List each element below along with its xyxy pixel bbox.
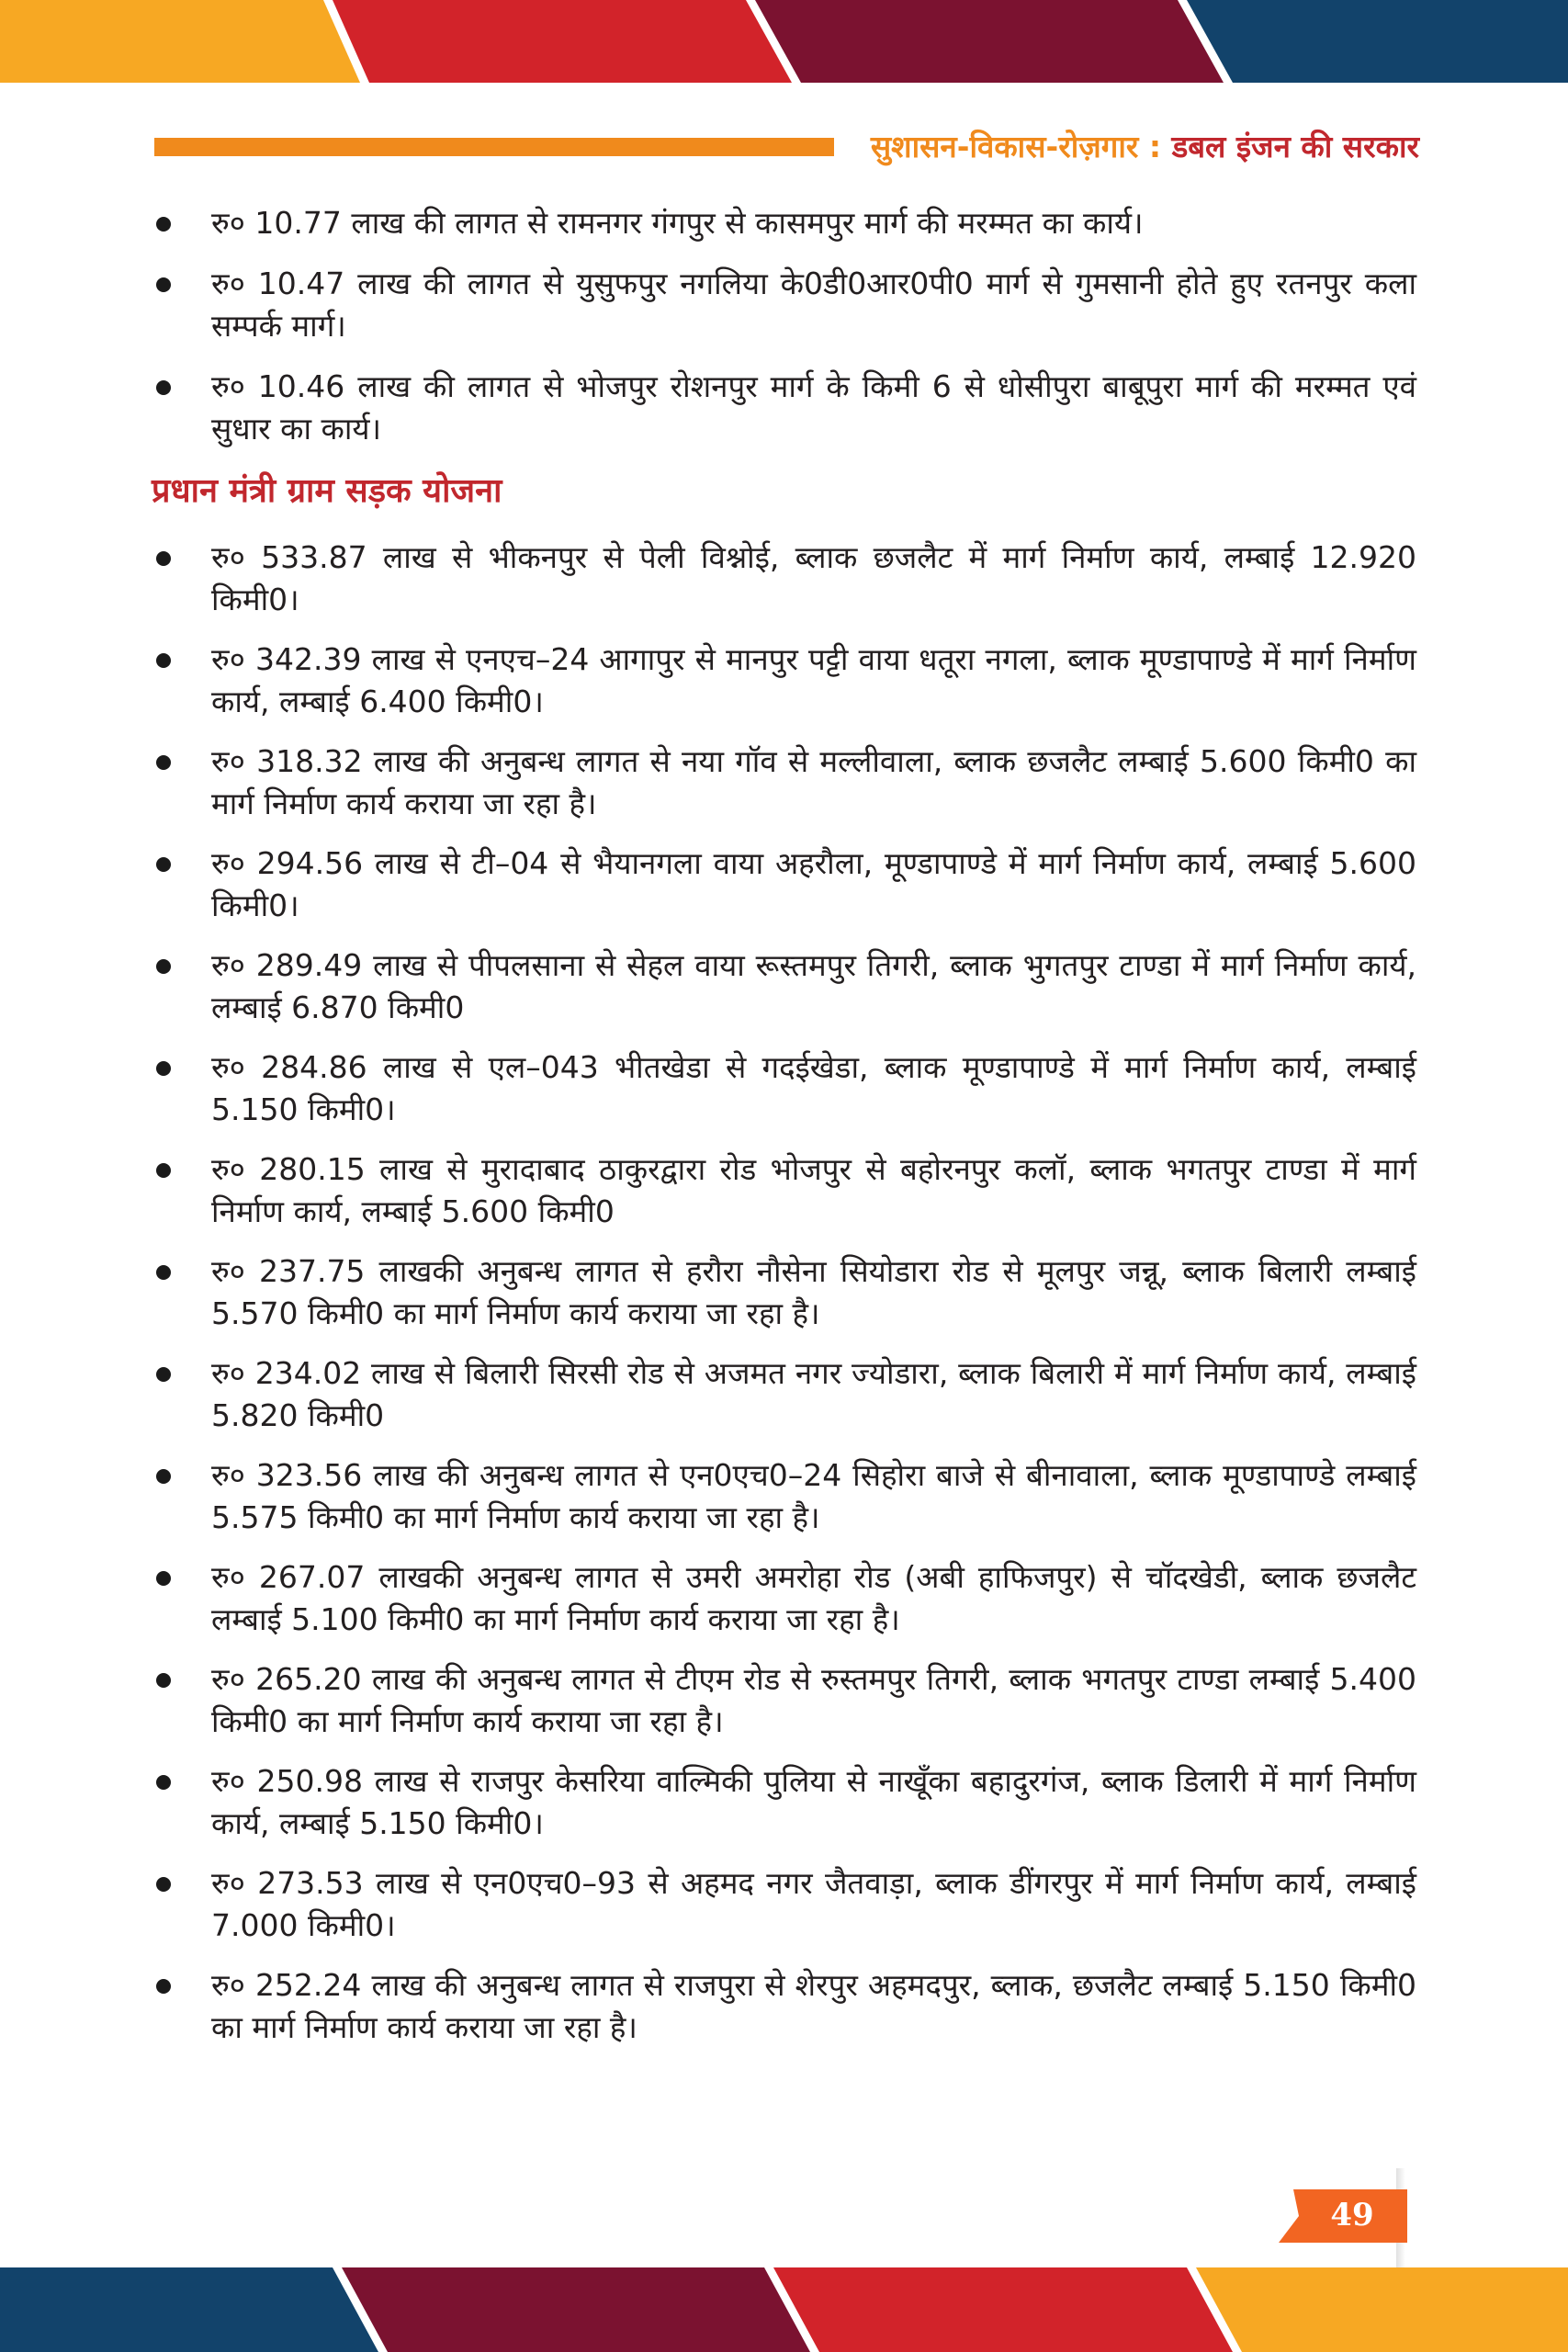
list-item: [147, 1148, 1416, 1233]
list-item: [147, 537, 1416, 621]
bullet-icon: [156, 755, 171, 770]
bullet-icon: [156, 1367, 171, 1382]
list-item: [147, 202, 1416, 244]
list-item-text: रु० 280.15 लाख से मुरादाबाद ठाकुरद्वारा रोड भोजपुर से बहोरनपुर कलॉ, ब्लाक भगतपुर टाण्डा में मार्ग निर्माण कार्य, लम्बाई 5.600 किमी0: [211, 1151, 1416, 1229]
list-item: [147, 1556, 1416, 1641]
list-item: [147, 1964, 1416, 2049]
list-item-text: रु० 294.56 लाख से टी–04 से भैयानगला वाया अहरौला, मूण्डापाण्डे में मार्ग निर्माण कार्य, लम्बाई 5.600 किमी0।: [211, 845, 1416, 923]
scheme-list: [147, 537, 1416, 2049]
list-item: [147, 1454, 1416, 1539]
bottom-band-navy: [0, 2267, 386, 2352]
bullet-icon: [156, 959, 171, 974]
list-item-text: रु० 289.49 लाख से पीपलसाना से सेहल वाया रूस्तमपुर तिगरी, ब्लाक भुगतपुर टाण्डा में मार्ग निर्माण कार्य, लम्बाई 6.870 किमी0: [211, 947, 1416, 1025]
bullet-icon: [156, 1673, 171, 1688]
list-item-text: रु० 284.86 लाख से एल–043 भीतखेडा से गदईखेडा, ब्लाक मूण्डापाण्डे में मार्ग निर्माण कार्य, लम्बाई 5.150 किमी0।: [211, 1049, 1416, 1127]
list-item-text: रु० 252.24 लाख की अनुबन्ध लागत से राजपुरा से शेरपुर अहमदपुर, ब्लाक, छजलैट लम्बाई 5.150 किमी0 का मार्ग निर्माण कार्य कराया जा रहा है।: [211, 1967, 1416, 2045]
list-item: [147, 842, 1416, 927]
top-band-maroon: [753, 0, 1231, 83]
top-band-red: [331, 0, 799, 83]
list-item-text: रु० 323.56 लाख की अनुबन्ध लागत से एन0एच0–24 सिहोरा बाजे से बीनावाला, ब्लाक मूण्डापाण्डे लम्बाई 5.575 किमी0 का मार्ग निर्माण कार्य कराया जा रहा है।: [211, 1457, 1416, 1535]
bullet-icon: [156, 1571, 171, 1586]
list-item-text: रु० 234.02 लाख से बिलारी सिरसी रोड से अजमत नगर ज्योडारा, ब्लाक बिलारी में मार्ग निर्माण कार्य, लम्बाई 5.820 किमी0: [211, 1355, 1416, 1433]
list-item-text: रु० 10.77 लाख की लागत से रामनगर गंगपुर से कासमपुर मार्ग की मरम्मत का कार्य।: [211, 205, 1144, 241]
list-item: [147, 366, 1416, 450]
page-header-title: [854, 125, 1419, 166]
bullet-icon: [156, 857, 171, 872]
list-item: [147, 1250, 1416, 1335]
header-title-part1: सुशासन-विकास-रोज़गार :: [870, 129, 1172, 164]
list-item-text: रु० 265.20 लाख की अनुबन्ध लागत से टीएम रोड से रुस्तमपुर तिगरी, ब्लाक भगतपुर टाण्डा लम्बाई 5.400 किमी0 का मार्ग निर्माण कार्य कराया जा रहा है।: [211, 1661, 1416, 1739]
list-item: [147, 741, 1416, 825]
list-item-text: रु० 10.46 लाख की लागत से भोजपुर रोशनपुर मार्ग के किमी 6 से धोसीपुरा बाबूपुरा मार्ग की मरम्मत एवं सुधार का कार्य।: [211, 368, 1416, 447]
bullet-icon: [156, 1265, 171, 1280]
bottom-decorative-band: [0, 2267, 1568, 2352]
list-item: [147, 944, 1416, 1029]
list-item: [147, 1658, 1416, 1743]
bullet-icon: [156, 217, 171, 232]
bullet-icon: [156, 653, 171, 668]
section-heading: प्रधान मंत्री ग्राम सड़क योजना: [152, 472, 502, 510]
list-item-text: रु० 250.98 लाख से राजपुर केसरिया वाल्मिकी पुलिया से नाखूँका बहादुरगंज, ब्लाक डिलारी में मार्ग निर्माण कार्य, लम्बाई 5.150 किमी0।: [211, 1763, 1416, 1841]
list-item: [147, 639, 1416, 723]
bottom-band-red: [772, 2267, 1240, 2352]
list-item: [147, 1862, 1416, 1947]
bullet-icon: [156, 1061, 171, 1076]
bullet-icon: [156, 1469, 171, 1484]
main-content: [147, 202, 1416, 2066]
intro-list: [147, 202, 1416, 450]
top-band-orange: [0, 0, 367, 83]
header-accent-line: [154, 138, 834, 156]
page-number-badge: [1279, 2189, 1407, 2243]
list-item: [147, 1760, 1416, 1845]
bullet-icon: [156, 277, 171, 292]
page-number: 49: [1330, 2197, 1374, 2233]
bullet-icon: [156, 1163, 171, 1178]
list-item-text: रु० 267.07 लाखकी अनुबन्ध लागत से उमरी अमरोहा रोड (अबी हाफिजपुर) से चॉदखेडी, ब्लाक छजलैट लम्बाई 5.100 किमी0 का मार्ग निर्माण कार्य कराया जा रहा है।: [211, 1559, 1416, 1637]
top-decorative-band: [0, 0, 1568, 83]
list-item-text: रु० 533.87 लाख से भीकनपुर से पेली विश्नोई, ब्लाक छजलैट में मार्ग निर्माण कार्य, लम्बाई 12.920 किमी0।: [211, 539, 1416, 617]
bottom-band-orange: [1194, 2267, 1568, 2352]
bullet-icon: [156, 551, 171, 566]
list-item-text: रु० 342.39 लाख से एनएच–24 आगापुर से मानपुर पट्टी वाया धतूरा नगला, ब्लाक मूण्डापाण्डे में मार्ग निर्माण कार्य, लम्बाई 6.400 किमी0।: [211, 641, 1416, 719]
list-item-text: रु० 273.53 लाख से एन0एच0–93 से अहमद नगर जैतवाड़ा, ब्लाक डींगरपुर में मार्ग निर्माण कार्य, लम्बाई 7.000 किमी0।: [211, 1865, 1416, 1943]
list-item: [147, 263, 1416, 347]
bullet-icon: [156, 1775, 171, 1790]
list-item: [147, 1046, 1416, 1131]
list-item: [147, 1352, 1416, 1437]
bullet-icon: [156, 1979, 171, 1994]
list-item-text: रु० 237.75 लाखकी अनुबन्ध लागत से हरौरा नौसेना सियोडारा रोड से मूलपुर जन्नू, ब्लाक बिलारी लम्बाई 5.570 किमी0 का मार्ग निर्माण कार्य कराया जा रहा है।: [211, 1253, 1416, 1331]
bottom-band-maroon: [340, 2267, 818, 2352]
list-item-text: रु० 10.47 लाख की लागत से युसुफपुर नगलिया के0डी0आर0पी0 मार्ग से गुमसानी होते हुए रतनपुर कला सम्पर्क मार्ग।: [211, 266, 1416, 344]
list-item-text: रु० 318.32 लाख की अनुबन्ध लागत से नया गॉव से मल्लीवाला, ब्लाक छजलैट लम्बाई 5.600 किमी0 का मार्ग निर्माण कार्य कराया जा रहा है।: [211, 743, 1416, 821]
top-band-navy: [1185, 0, 1568, 83]
header-title-part2: डबल इंजन की सरकार: [1171, 129, 1419, 164]
bullet-icon: [156, 1877, 171, 1892]
bullet-icon: [156, 380, 171, 395]
